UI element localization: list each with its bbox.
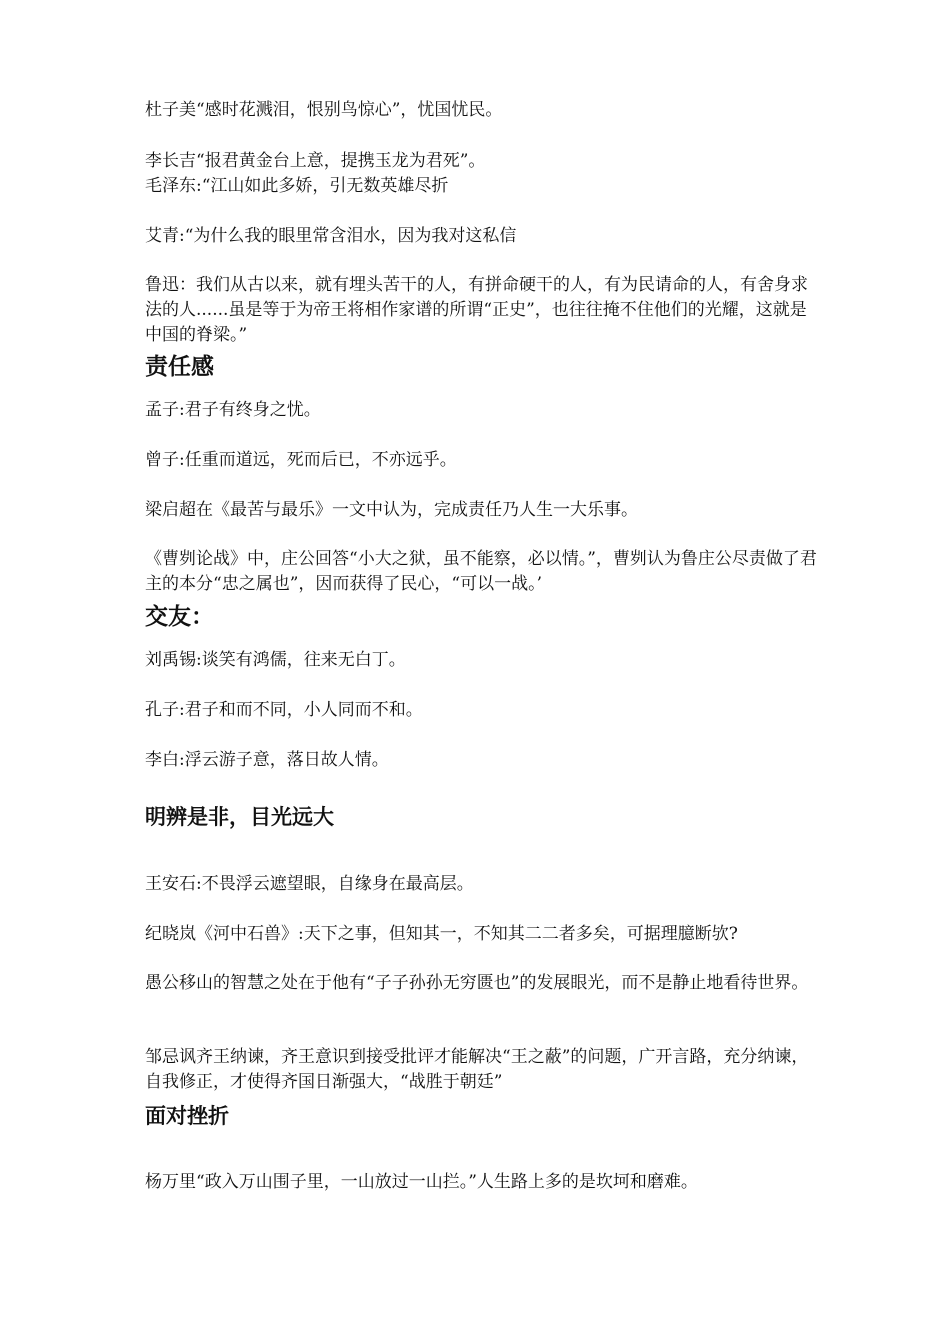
paragraph-li-bai: 李白:浮云游子意，落日故人情。 <box>145 750 389 770</box>
heading-setbacks: 面对挫折 <box>145 1104 229 1128</box>
paragraph-liu-yuxi: 刘禹锡:谈笑有鸿儒，往来无白丁。 <box>145 650 406 670</box>
paragraph-kongzi: 孔子:君子和而不同，小人同而不和。 <box>145 700 423 720</box>
paragraph-yugong: 愚公移山的智慧之处在于他有“子子孙孙无穷匮也”的发展眼光，而不是静止地看待世界。 <box>145 973 809 993</box>
paragraph-zengzi: 曾子:任重而道远，死而后已，不亦远乎。 <box>145 450 457 470</box>
paragraph-ai-qing: 艾青:“为什么我的眼里常含泪水，因为我对这私信 <box>145 226 517 246</box>
paragraph-mao-zedong: 毛泽东:“江山如此多娇，引无数英雄尽折 <box>145 176 449 196</box>
paragraph-mengzi: 孟子:君子有终身之忧。 <box>145 400 321 420</box>
paragraph-wang-anshi: 王安石:不畏浮云遮望眼，自缘身在最高层。 <box>145 874 474 894</box>
paragraph-du-zimei: 杜子美“感时花溅泪，恨别鸟惊心”，忧国忧民。 <box>145 100 503 120</box>
heading-discernment: 明辨是非，目光远大 <box>145 805 334 829</box>
heading-friendship: 交友： <box>145 604 214 630</box>
paragraph-cao-gui: 《曹刿论战》中，庄公回答“小大之狱，虽不能察，必以情。”，曹刿认为鲁庄公尽责做了君主的本分“忠之属也”，因而获得了民心，“可以一战。’ <box>145 549 817 594</box>
paragraph-yang-wanli: 杨万里“政入万山围子里，一山放过一山拦。”人生路上多的是坎坷和磨难。 <box>145 1172 698 1192</box>
paragraph-li-changji: 李长吉“报君黄金台上意，提携玉龙为君死”。 <box>145 151 486 171</box>
paragraph-lu-xun: 鲁迅：我们从古以来，就有埋头苦干的人，有拼命硬干的人，有为民请命的人，有舍身求法的人......虽是等于为帝王将相作家谱的所谓“正史”，也往往掩不住他们的光耀，这就是中国的脊梁。” <box>145 275 808 345</box>
paragraph-zou-ji: 邹忌讽齐王纳谏，齐王意识到接受批评才能解决“王之蔽”的问题，广开言路，充分纳谏，自我修正，才使得齐国日渐强大，“战胜于朝廷” <box>145 1047 809 1092</box>
heading-responsibility: 责任感 <box>145 354 214 380</box>
paragraph-liang-qichao: 梁启超在《最苦与最乐》一文中认为，完成责任乃人生一大乐事。 <box>145 500 638 520</box>
paragraph-ji-xiaolan: 纪晓岚《河中石兽》:天下之事，但知其一，不知其二二者多矣，可据理臆断欤? <box>145 924 738 944</box>
